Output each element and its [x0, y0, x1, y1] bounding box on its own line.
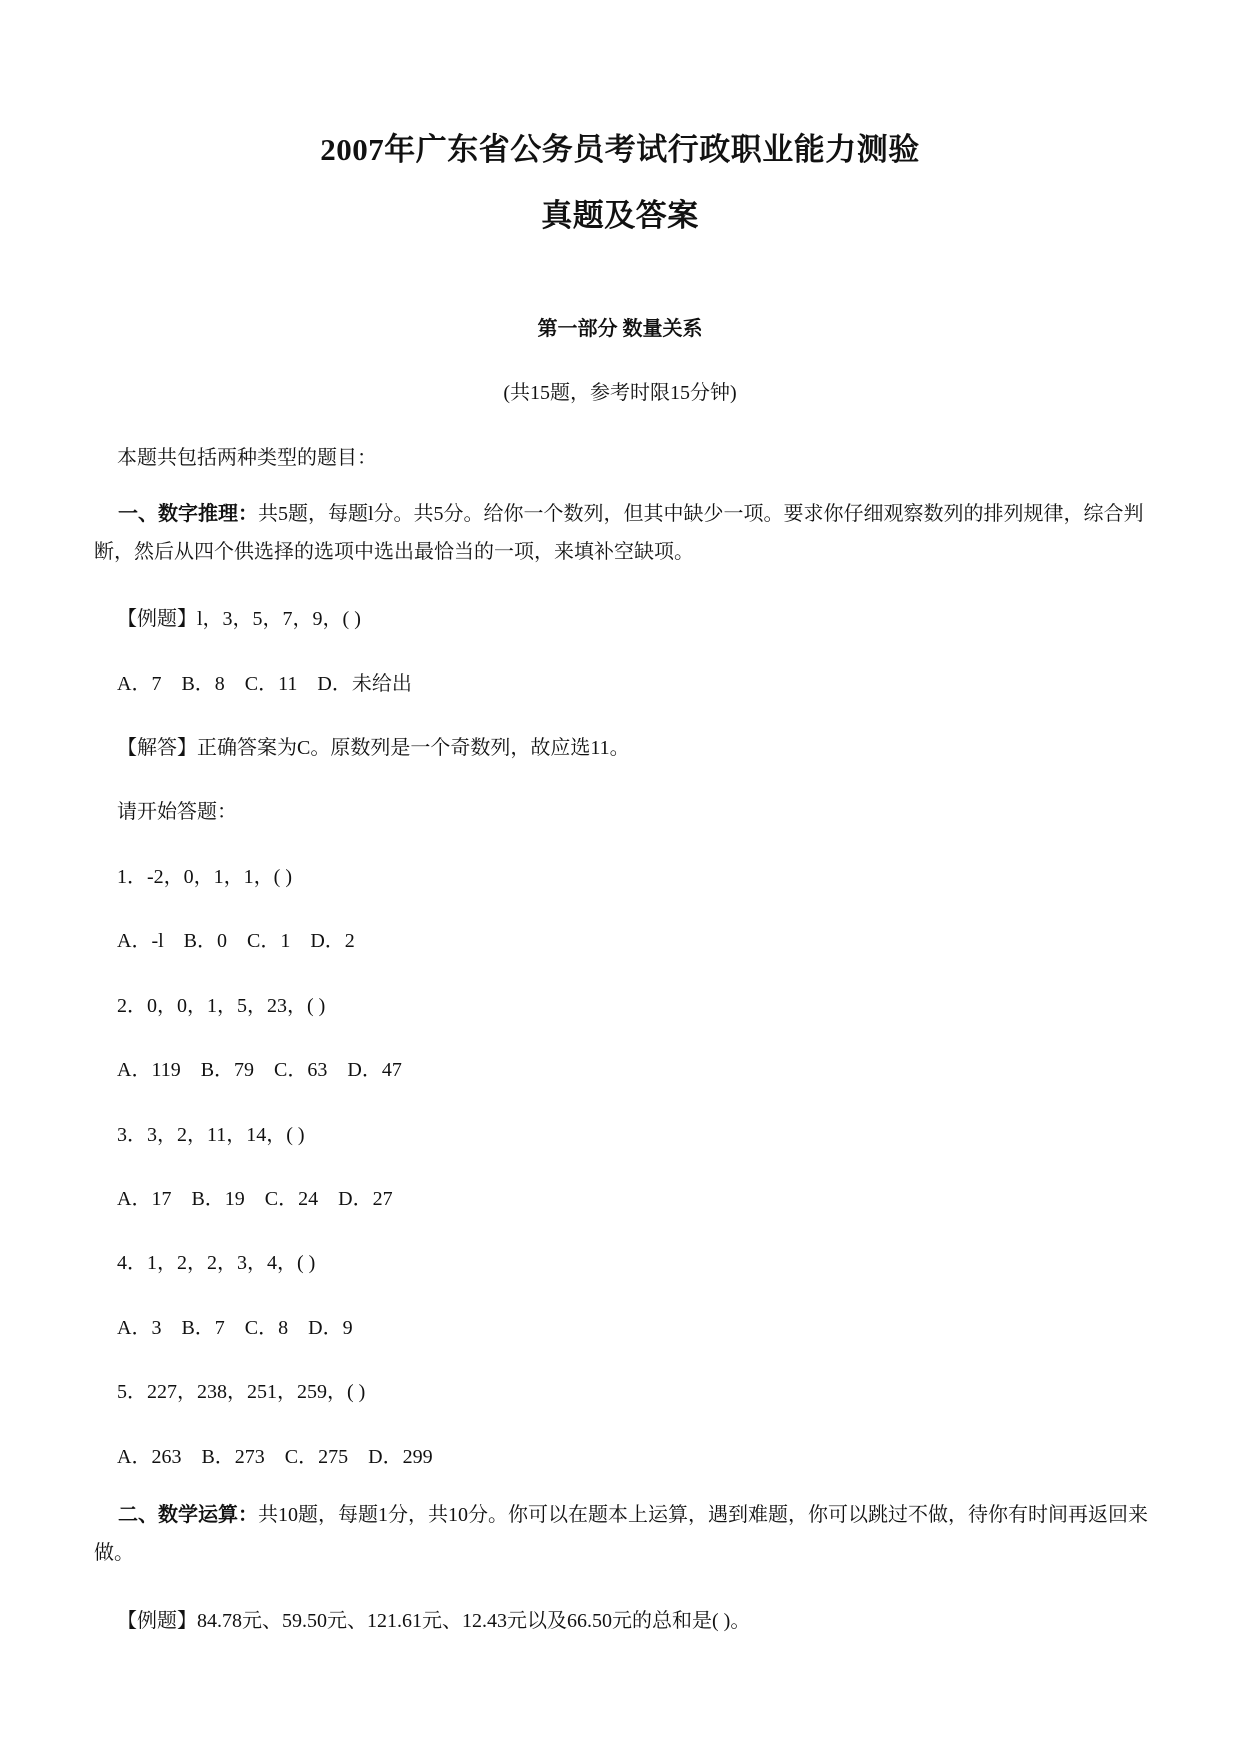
part1-text: 共5题，每题l分。共5分。给你一个数列，但其中缺少一项。要求你仔细观察数列的排列规律，综合判断，然后从四个供选择的选项中选出最恰当的一项，来填补空缺项。 — [94, 503, 1144, 563]
part2-text: 共10题，每题1分，共10分。你可以在题本上运算，遇到难题，你可以跳过不做，待你有时间再返回来做。 — [94, 1504, 1148, 1564]
part2-heading: 二、数学运算： — [118, 1504, 258, 1526]
part2-description — [94, 1496, 1154, 1572]
example1-question: 【例题】l，3，5，7，9，( ) — [117, 608, 361, 630]
start-prompt: 请开始答题： — [117, 801, 237, 823]
question-4: 4．1，2，2，3，4，( ) — [117, 1252, 316, 1274]
question-3-options: A．17 B．19 C．24 D．27 — [117, 1188, 393, 1210]
part1-heading: 一、数字推理： — [118, 503, 258, 525]
question-2-options: A．119 B．79 C．63 D．47 — [117, 1059, 402, 1081]
question-1: 1．-2，0，1，1，( ) — [117, 866, 292, 888]
question-1-options: A．-l B．0 C．1 D．2 — [117, 930, 355, 952]
question-3: 3．3，2，11，14，( ) — [117, 1124, 305, 1146]
part1-description — [94, 495, 1154, 571]
question-5: 5．227，238，251，259，( ) — [117, 1381, 366, 1403]
example2-question: 【例题】84.78元、59.50元、121.61元、12.43元以及66.50元的总和是( )。 — [117, 1610, 751, 1632]
question-4-options: A．3 B．7 C．8 D．9 — [117, 1317, 353, 1339]
example1-options: A．7 B．8 C．11 D．未给出 — [117, 673, 412, 695]
document-title-line2: 真题及答案 — [541, 198, 699, 233]
example1-answer: 【解答】正确答案为C。原数列是一个奇数列，故应选11。 — [117, 737, 630, 759]
intro-text: 本题共包括两种类型的题目： — [117, 447, 377, 469]
document-title-line1: 2007年广东省公务员考试行政职业能力测验 — [320, 132, 920, 167]
section-note: (共15题，参考时限15分钟) — [503, 382, 737, 404]
section-title: 第一部分 数量关系 — [537, 318, 703, 340]
question-2: 2．0，0，1，5，23，( ) — [117, 995, 326, 1017]
question-5-options: A．263 B．273 C．275 D．299 — [117, 1446, 433, 1468]
